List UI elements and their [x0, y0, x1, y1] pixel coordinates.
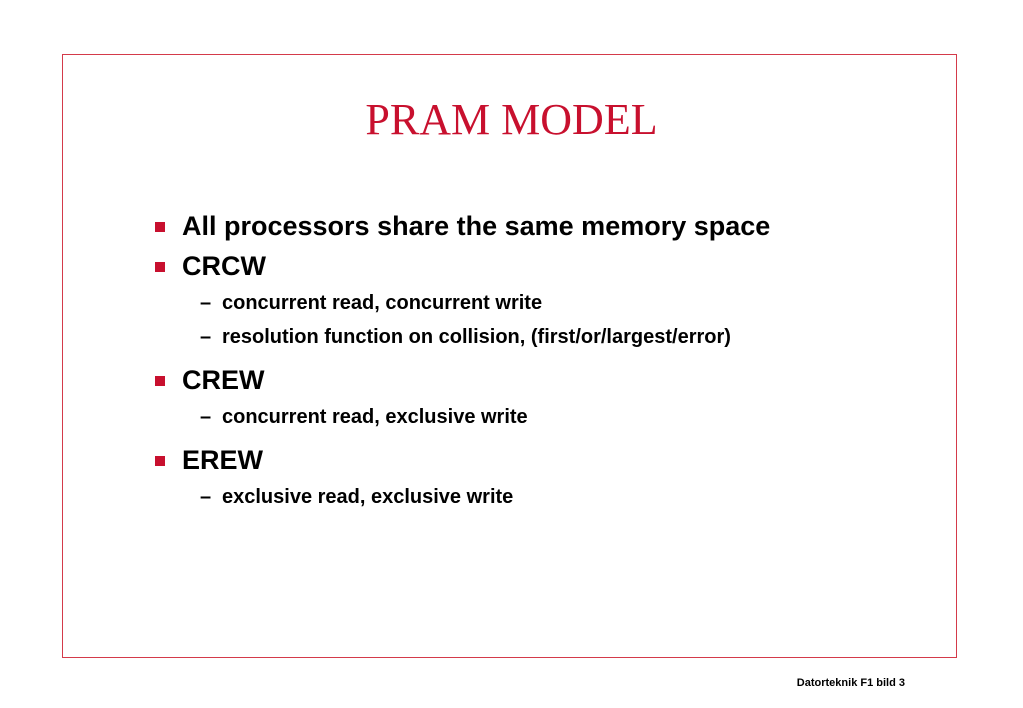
bullet-text: All processors share the same memory space [182, 211, 771, 241]
bullet-text: CREW [182, 365, 265, 395]
bullet-text: EREW [182, 445, 263, 475]
sub-bullet-text: concurrent read, exclusive write [222, 406, 528, 428]
sub-bullet-item [155, 480, 770, 514]
square-bullet-icon [155, 262, 165, 272]
bullet-item [155, 246, 770, 286]
sub-bullet-group [155, 480, 770, 520]
square-bullet-icon [155, 376, 165, 386]
sub-bullet-group [155, 286, 770, 360]
dash-icon: – [200, 326, 212, 348]
sub-bullet-item [155, 400, 770, 434]
sub-bullet-text: resolution function on collision, (first/or/largest/error) [222, 326, 731, 348]
square-bullet-icon [155, 456, 165, 466]
dash-icon: – [200, 406, 212, 428]
bullet-text: CRCW [182, 251, 266, 281]
sub-bullet-group [155, 400, 770, 440]
square-bullet-icon [155, 222, 165, 232]
dash-icon: – [200, 486, 212, 508]
slide-footer: Datorteknik F1 bild 3 [796, 677, 905, 689]
sub-bullet-text: concurrent read, concurrent write [222, 292, 543, 314]
sub-bullet-item [155, 286, 770, 320]
bullet-item [155, 360, 770, 400]
sub-bullet-text: exclusive read, exclusive write [222, 486, 514, 508]
bullet-item [155, 206, 770, 246]
sub-bullet-item [155, 320, 770, 354]
dash-icon: – [200, 292, 212, 314]
bullet-item [155, 440, 770, 480]
slide-title: PRAM MODEL [365, 95, 658, 144]
bullet-list [155, 206, 770, 520]
